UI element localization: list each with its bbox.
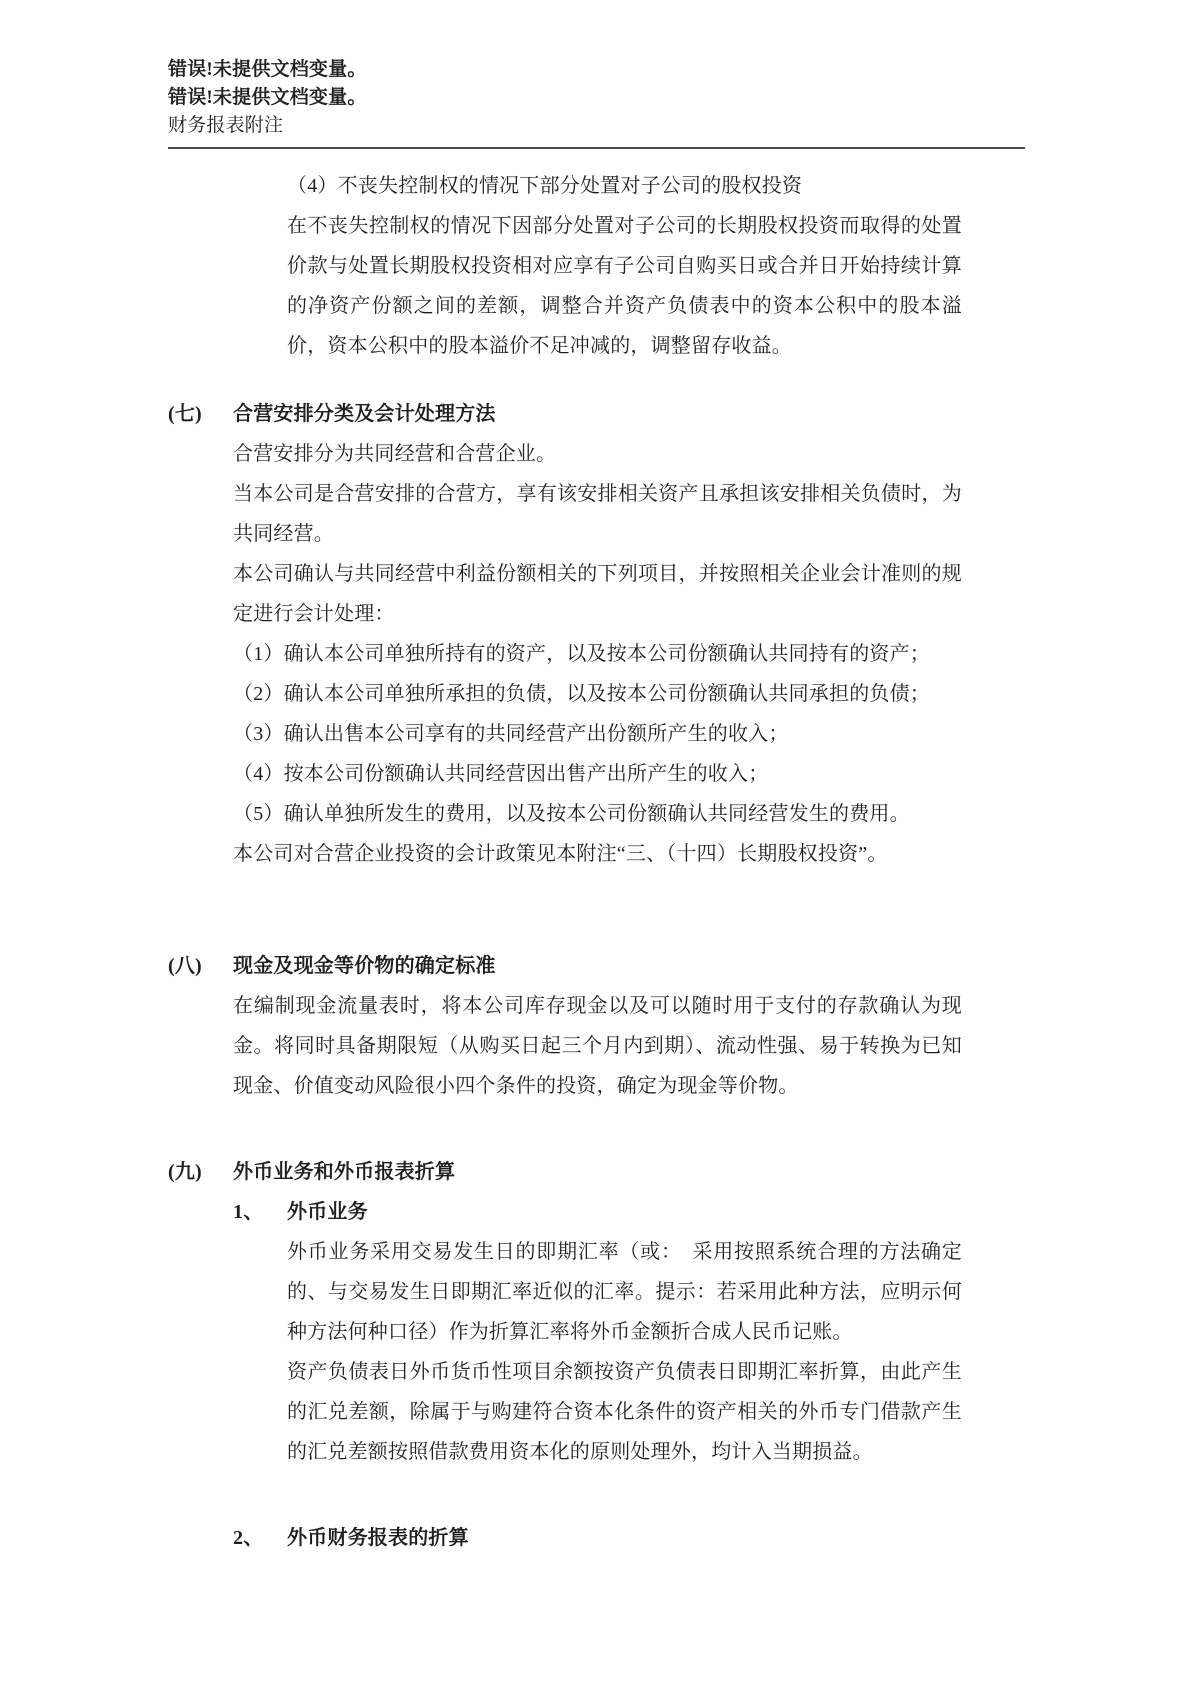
section-9-sub-2-title: 外币财务报表的折算 xyxy=(287,1527,469,1549)
document-content xyxy=(168,56,962,1558)
section-9-title: 外币业务和外币报表折算 xyxy=(233,1161,456,1183)
section-9-sub-1-title: 外币业务 xyxy=(287,1201,368,1223)
list-item: （4）按本公司份额确认共同经营因出售产出所产生的收入； xyxy=(233,763,769,785)
section-8 xyxy=(168,946,962,1106)
paragraph: 本公司确认与共同经营中利益份额相关的下列项目，并按照相关企业会计准则的规定进行会计处理： xyxy=(233,563,962,625)
section-7-heading xyxy=(168,394,962,434)
section-9-sub-2-number: 2、 xyxy=(233,1527,264,1549)
intro-heading: （4）不丧失控制权的情况下部分处置对子公司的股权投资 xyxy=(287,175,803,197)
header-divider xyxy=(168,147,1025,149)
list-item: （2）确认本公司单独所承担的负债，以及按本公司份额确认共同承担的负债； xyxy=(233,683,930,705)
section-8-body xyxy=(233,986,962,1106)
section-9-heading xyxy=(168,1152,962,1192)
list-item: （3）确认出售本公司享有的共同经营产出份额所产生的收入； xyxy=(233,723,789,745)
section-8-label: (八) xyxy=(168,955,202,977)
section-9-label: (九) xyxy=(168,1161,202,1183)
page-header xyxy=(168,56,962,149)
paragraph: 在编制现金流量表时，将本公司库存现金以及可以随时用于支付的存款确认为现金。将同时具备期限短（从购买日起三个月内到期）、流动性强、易于转换为已知现金、价值变动风险很小四个条件的投资，确定为现金等价物。 xyxy=(233,995,962,1097)
list-item: （1）确认本公司单独所持有的资产，以及按本公司份额确认共同持有的资产； xyxy=(233,643,930,665)
paragraph: 本公司对合营企业投资的会计政策见本附注“三、（十四）长期股权投资”。 xyxy=(233,843,888,865)
list-item: （5）确认单独所发生的费用，以及按本公司份额确认共同经营发生的费用。 xyxy=(233,803,910,825)
section-9 xyxy=(168,1152,962,1558)
section-8-title: 现金及现金等价物的确定标准 xyxy=(233,955,496,977)
header-error-variable-2: 错误!未提供文档变量。 xyxy=(168,87,367,108)
intro-paragraph: 在不丧失控制权的情况下因部分处置对子公司的长期股权投资而取得的处置价款与处置长期股权投资相对应享有子公司自购买日或合并日开始持续计算的净资产份额之间的差额，调整合并资产负债表中的资本公积中的股本溢价，资本公积中的股本溢价不足冲减的，调整留存收益。 xyxy=(287,215,962,357)
section-9-sub-1-body xyxy=(287,1232,962,1472)
section-7-label: (七) xyxy=(168,403,202,425)
section-8-heading xyxy=(168,946,962,986)
paragraph: 外币业务采用交易发生日的即期汇率（或： 采用按照系统合理的方法确定的、与交易发生日即期汇率近似的汇率。提示：若采用此种方法，应明示何种方法何种口径）作为折算汇率将外币金额折合成人民币记账。 xyxy=(287,1241,962,1343)
intro-block xyxy=(287,166,962,366)
paragraph: 当本公司是合营安排的合营方，享有该安排相关资产且承担该安排相关负债时，为共同经营。 xyxy=(233,483,962,545)
section-7-title: 合营安排分类及会计处理方法 xyxy=(233,403,496,425)
header-error-variable-1: 错误!未提供文档变量。 xyxy=(168,59,367,80)
section-9-sub-2-heading xyxy=(233,1518,962,1558)
section-7-body xyxy=(233,434,962,874)
paragraph: 资产负债表日外币货币性项目余额按资产负债表日即期汇率折算，由此产生的汇兑差额，除属于与购建符合资本化条件的资产相关的外币专门借款产生的汇兑差额按照借款费用资本化的原则处理外，均计入当期损益。 xyxy=(287,1361,962,1463)
header-doc-title: 财务报表附注 xyxy=(168,115,284,136)
section-9-sub-1-number: 1、 xyxy=(233,1201,264,1223)
paragraph: 合营安排分为共同经营和合营企业。 xyxy=(233,443,557,465)
section-9-sub-1-heading xyxy=(233,1192,962,1232)
section-7 xyxy=(168,394,962,874)
